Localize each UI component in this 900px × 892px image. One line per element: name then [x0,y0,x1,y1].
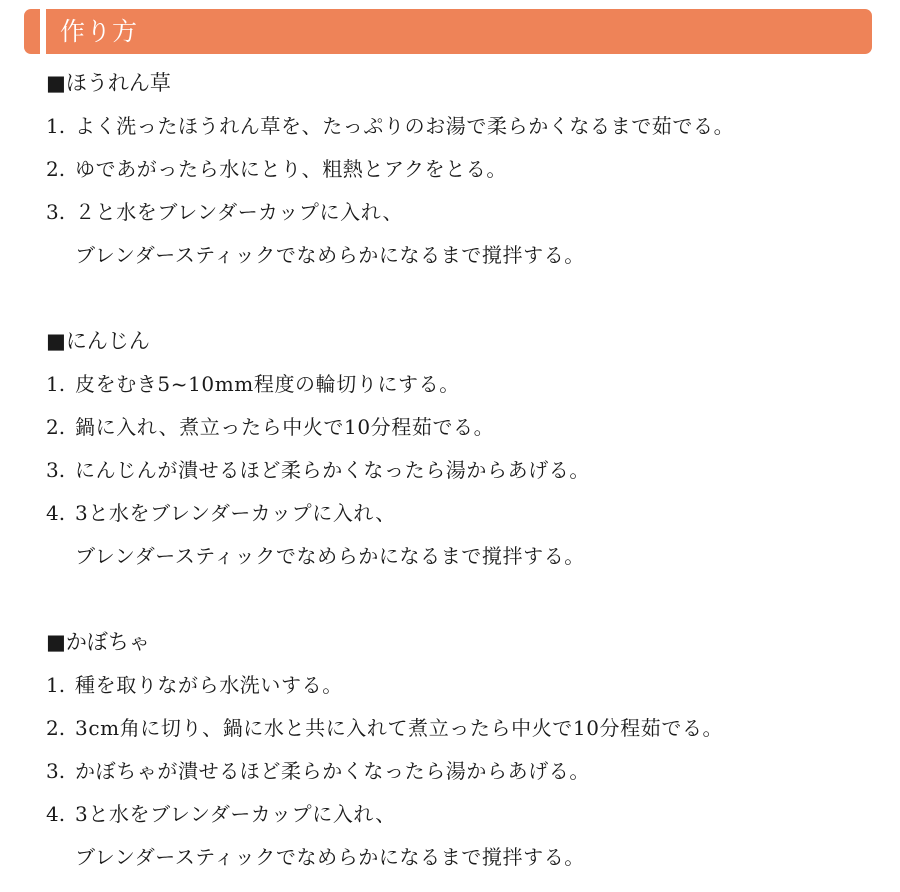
step-number: 2. [46,415,66,439]
step-text: 3と水をブレンダーカップに入れ、 [75,802,396,826]
section-pumpkin [46,621,723,879]
step-continuation [46,836,723,879]
step-text: 種を取りながら水洗いする。 [75,673,343,697]
step-number: 3. [46,200,66,224]
step-continuation [46,535,590,578]
step-text: 鍋に入れ、煮立ったら中火で10分程茹でる。 [75,415,495,439]
step-text: かぼちゃが潰せるほど柔らかくなったら湯からあげる。 [75,759,590,783]
step-text: ブレンダースティックでなめらかになるまで撹拌する。 [75,544,585,568]
step-item [46,406,590,449]
section-heading: ■かぼちゃ [46,630,150,654]
step-item [46,750,723,793]
step-item [46,664,723,707]
header-accent-stripe [40,9,46,54]
step-text: 皮をむき5~10mm程度の輪切りにする。 [75,372,460,396]
section-heading: ■ほうれん草 [46,71,171,95]
page-title: 作り方 [60,17,139,46]
step-number: 1. [46,114,66,138]
step-number: 2. [46,716,66,740]
step-item [46,191,734,234]
step-text: よく洗ったほうれん草を、たっぷりのお湯で柔らかくなるまで茹でる。 [75,114,735,138]
step-item [46,105,734,148]
step-text: 3cm角に切り、鍋に水と共に入れて煮立ったら中火で10分程茹でる。 [75,716,724,740]
section-carrot [46,320,590,578]
step-number: 2. [46,157,66,181]
step-item [46,707,723,750]
step-text: にんじんが潰せるほど柔らかくなったら湯からあげる。 [75,458,590,482]
section-spinach [46,62,734,277]
step-item [46,148,734,191]
step-text: ２と水をブレンダーカップに入れ、 [75,200,404,224]
section-header-bar [24,9,872,54]
step-number: 1. [46,372,66,396]
step-item [46,363,590,406]
section-heading: ■にんじん [46,329,150,353]
step-text: ブレンダースティックでなめらかになるまで撹拌する。 [75,243,585,267]
step-number: 3. [46,458,66,482]
step-text: ブレンダースティックでなめらかになるまで撹拌する。 [75,845,585,869]
step-item [46,449,590,492]
step-item [46,492,590,535]
step-number: 3. [46,759,66,783]
step-text: 3と水をブレンダーカップに入れ、 [75,501,396,525]
step-number: 4. [46,802,66,826]
step-number: 1. [46,673,66,697]
step-item [46,793,723,836]
step-continuation [46,234,734,277]
step-number: 4. [46,501,66,525]
step-text: ゆであがったら水にとり、粗熱とアクをとる。 [75,157,507,181]
